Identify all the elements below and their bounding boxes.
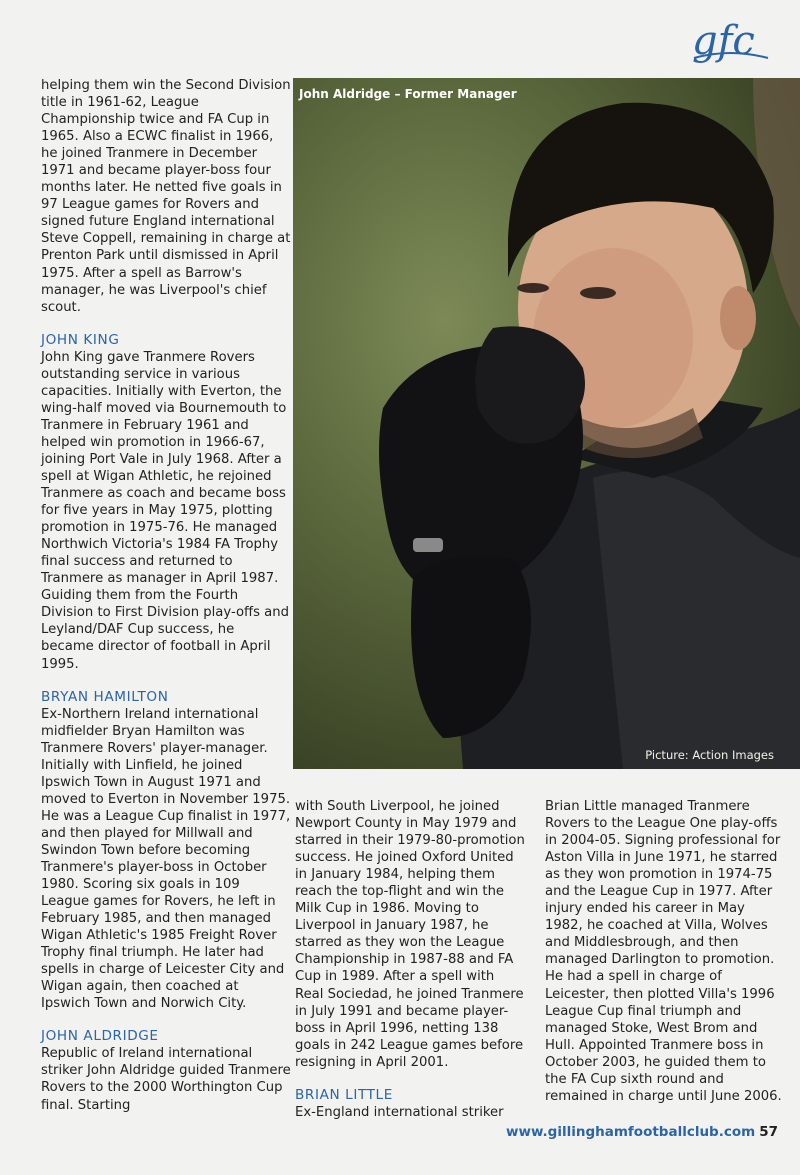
section-john-aldridge (41, 1028, 291, 1113)
paragraph-brian-little: Ex-England international striker (295, 1104, 504, 1120)
text-column-1 (41, 77, 291, 1114)
heading-john-king: JOHN KING (41, 331, 120, 348)
photo-credit: Picture: Action Images (645, 748, 774, 762)
text-column-2 (295, 798, 525, 1121)
paragraph-bryan-hamilton: Ex-Northern Ireland international midfielder Bryan Hamilton was Tranmere Rovers' player-manager. Initially with Linfield, he joined Ipswich Town in August 1971 and moved to Everton in November 1975. He was a League Cup finalist in 1977, and then played for Millwall and Swindon Town before becoming Tranmere's player-boss in October 1980. Scoring six goals in 109 League games for Rovers, he left in February 1985, and then managed Wigan Athletic's 1985 Freight Rover Trophy final triumph. He later had spells in charge of Leicester City and Wigan again, then coached at Ipswich Town and Norwich City. (41, 706, 291, 1012)
section-john-king (41, 332, 291, 673)
club-logo (690, 14, 772, 70)
page-number: 57 (759, 1124, 778, 1140)
paragraph-brian-little-continued: Brian Little managed Tranmere Rovers to the League One play-offs in 2004-05. Signing professional for Aston Villa in June 1971, he starred as they won promotion in 1974-75 and the League Cup in 1977. After injury ended his career in May 1982, he coached at Villa, Wolves and Middlesbrough, and then managed Darlington to promotion. He had a spell in charge of Leicester, then plotted Villa's 1996 League Cup final triumph and managed Stoke, West Brom and Hull. Appointed Tranmere boss in October 2003, he guided them to the FA Cup sixth round and remained in charge until June 2006. (545, 799, 782, 1104)
photo-john-aldridge (293, 78, 800, 769)
section-bryan-hamilton (41, 689, 291, 1013)
photo-caption: John Aldridge – Former Manager (299, 87, 517, 101)
intro-paragraph: helping them win the Second Division title in 1961-62, League Championship twice and FA Cup in 1965. Also a ECWC finalist in 1966, he joined Tranmere in December 1971 and became player-boss four months later. He netted five goals in 97 League games for Rovers and signed future England international Steve Coppell, remaining in charge at Prenton Park until dismissed in April 1975. After a spell as Barrow's manager, he was Liverpool's chief scout. (41, 78, 291, 315)
heading-john-aldridge: JOHN ALDRIDGE (41, 1028, 159, 1045)
heading-brian-little: BRIAN LITTLE (295, 1086, 393, 1103)
paragraph-john-aldridge: Republic of Ireland international striker John Aldridge guided Tranmere Rovers to the 2000 Worthington Cup final. Starting (41, 1046, 291, 1113)
footer-url[interactable]: www.gillinghamfootballclub.com (506, 1124, 756, 1140)
page-footer (506, 1124, 778, 1140)
heading-bryan-hamilton: BRYAN HAMILTON (41, 688, 169, 705)
section-brian-little (295, 1087, 525, 1121)
text-column-3 (545, 798, 783, 1105)
gfc-logo-icon (690, 14, 772, 70)
paragraph-john-king: John King gave Tranmere Rovers outstanding service in various capacities. Initially with Everton, the wing-half moved via Bournemouth to Tranmere in February 1961 and helped win promotion in 1966-67, joining Port Vale in July 1968. After a spell at Wigan Athletic, he rejoined Tranmere as coach and became boss for five years in May 1975, plotting promotion in 1975-76. He managed Northwich Victoria's 1984 FA Trophy final success and returned to Tranmere as manager in April 1987. Guiding them from the Fourth Division to First Division play-offs and Leyland/DAF Cup success, he became director of football in April 1995. (41, 349, 289, 672)
portrait-illustration (293, 78, 800, 769)
paragraph-john-aldridge-continued: with South Liverpool, he joined Newport County in May 1979 and starred in their 1979-80-promotion success. He joined Oxford United in January 1984, helping them reach the top-flight and win the Milk Cup in 1986. Moving to Liverpool in January 1987, he starred as they won the League Championship in 1987-88 and FA Cup in 1989. After a spell with Real Sociedad, he joined Tranmere in July 1991 and became player-boss in April 1996, netting 138 goals in 242 League games before resigning in April 2001. (295, 799, 525, 1070)
svg-text:gfc: gfc (692, 18, 755, 64)
